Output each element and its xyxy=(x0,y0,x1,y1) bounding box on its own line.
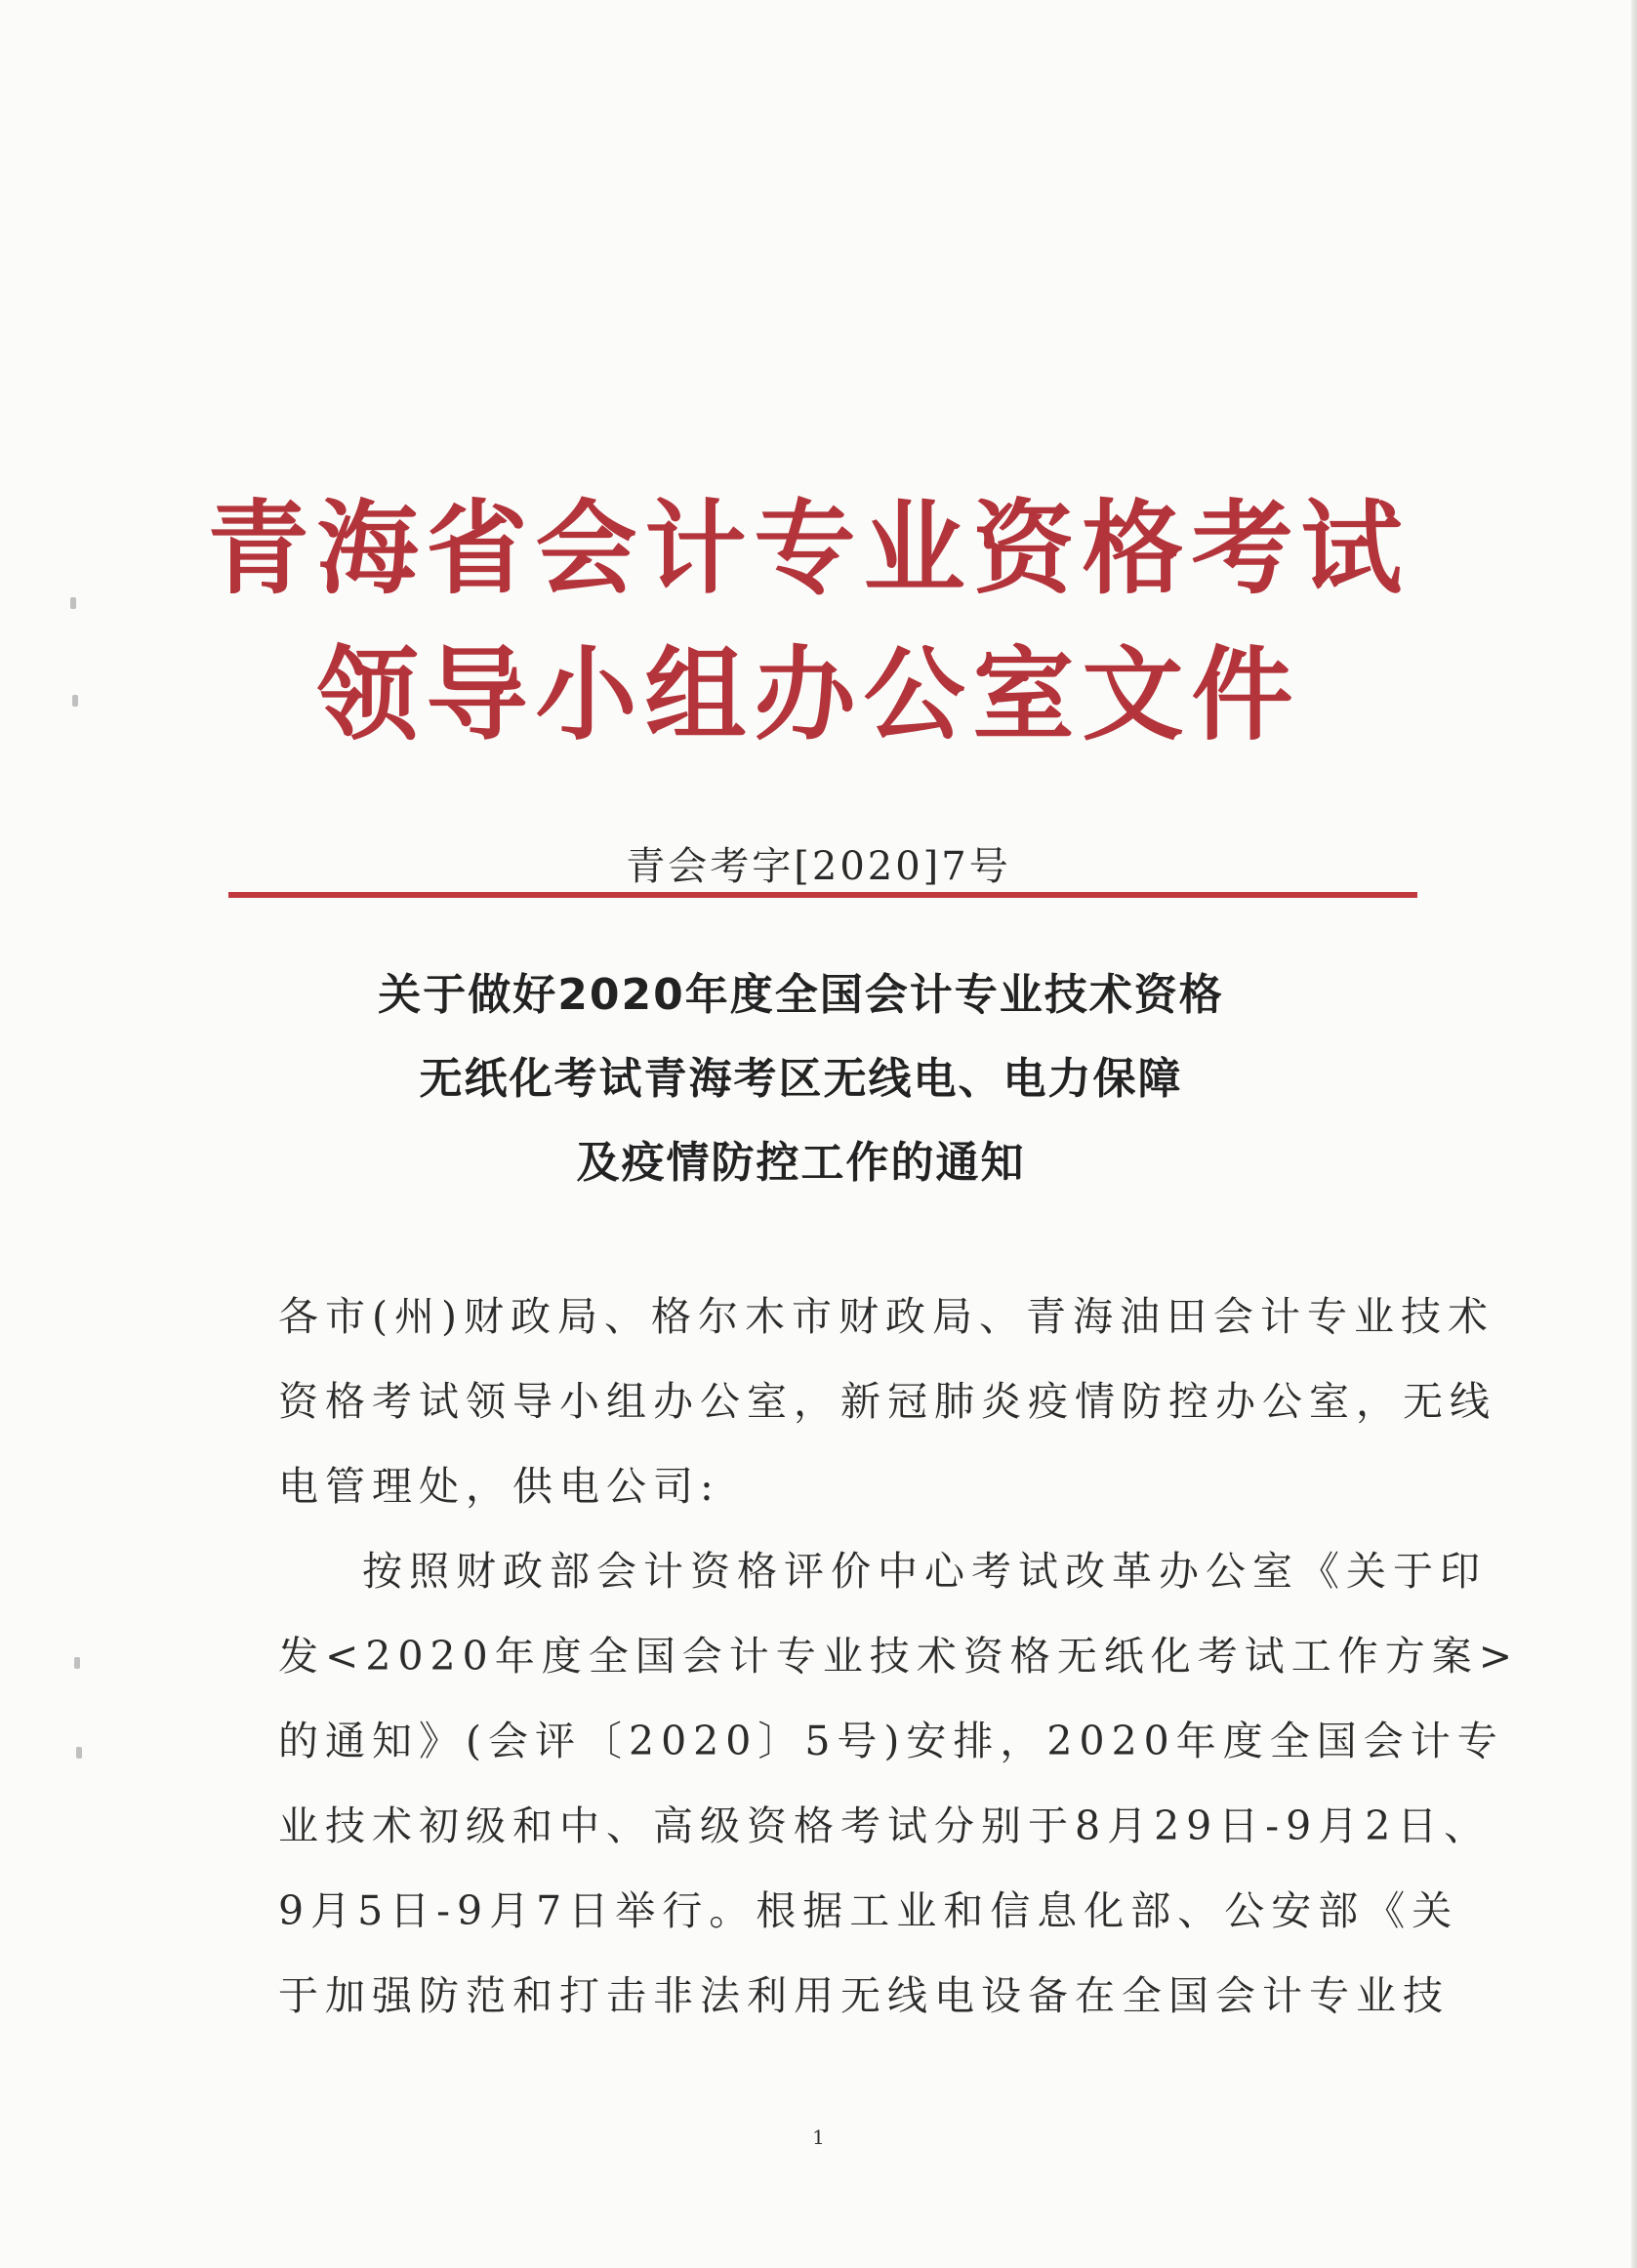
scan-speck xyxy=(76,1747,82,1759)
body-line-4: 按照财政部会计资格评价中心考试改革办公室《关于印 xyxy=(362,1548,1487,1595)
document-number: 青会考字[2020]7号 xyxy=(626,844,1011,889)
page-number: 1 xyxy=(812,2126,825,2149)
header-title-line-1: 青海省会计专业资格考试 xyxy=(207,488,1411,608)
body-line-9: 于加强防范和打击非法利用无线电设备在全国会计专业技 xyxy=(278,1972,1450,2019)
header-title-line-2: 领导小组办公室文件 xyxy=(316,634,1301,754)
body-line-8: 9月5日-9月7日举行。根据工业和信息化部、公安部《关 xyxy=(278,1887,1459,1934)
scan-speck xyxy=(74,1657,80,1669)
notice-title-line-1: 关于做好2020年度全国会计专业技术资格 xyxy=(378,970,1224,1020)
body-line-3: 电管理处，供电公司: xyxy=(278,1463,720,1510)
body-line-1: 各市(州)财政局、格尔木市财政局、青海油田会计专业技术 xyxy=(278,1293,1494,1340)
notice-title-line-2: 无纸化考试青海考区无线电、电力保障 xyxy=(419,1054,1183,1104)
body-line-2: 资格考试领导小组办公室，新冠肺炎疫情防控办公室，无线 xyxy=(278,1378,1496,1425)
body-line-5: 发<2020年度全国会计专业技术资格无纸化考试工作方案> xyxy=(278,1633,1520,1680)
notice-title-line-3: 及疫情防控工作的通知 xyxy=(576,1138,1026,1188)
body-line-7: 业技术初级和中、高级资格考试分别于8月29日-9月2日、 xyxy=(278,1802,1492,1849)
red-divider-rule xyxy=(228,892,1417,898)
page-edge-shadow xyxy=(1631,0,1637,2268)
body-line-6: 的通知》(会评〔2020〕5号)安排，2020年度全国会计专 xyxy=(278,1718,1504,1764)
